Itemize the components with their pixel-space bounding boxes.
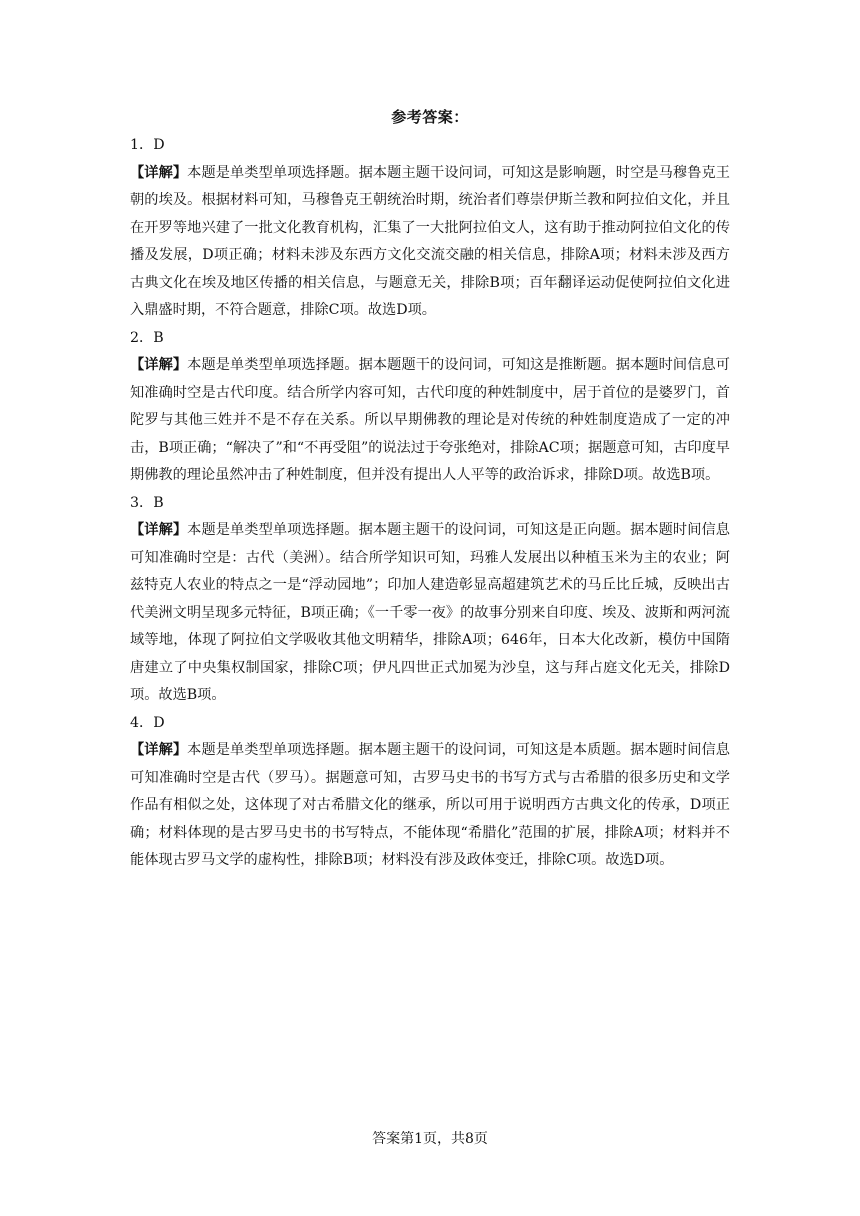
- answer-item: [130, 710, 730, 875]
- answer-list: [130, 132, 730, 875]
- explanation-text: 本题是单类型单项选择题。据本题主题干的设问词，可知这是本质题。据本题时间信息可知准确时空是古代（罗马）。据题意可知，古罗马史书的书写方式与古希腊的很多历史和文学作品有相似之处，这体现了对古希腊文化的继承，所以可用于说明西方古典文化的传承，D项正确；材料体现的是古罗马史书的书写特点，不能体现“希腊化”范围的扩展，排除A项；材料并不能体现古罗马文学的虚构性，排除B项；材料没有涉及政体变迁，排除C项。故选D项。: [130, 742, 730, 868]
- answer-item: [130, 132, 730, 325]
- answer-item: [130, 325, 730, 490]
- question-number: 4．D: [130, 714, 165, 731]
- explanation-text: 本题是单类型单项选择题。据本题题干的设问词，可知这是推断题。据本题时间信息可知准确时空是古代印度。结合所学内容可知，古代印度的种姓制度中，居于首位的是婆罗门，首陀罗与其他三姓并不是不存在关系。所以早期佛教的理论是对传统的种姓制度造成了一定的冲击，B项正确；“解决了”和“不再受阻”的说法过于夸张绝对，排除AC项；据题意可知，古印度早期佛教的理论虽然冲击了种姓制度，但并没有提出人人平等的政治诉求，排除D项。故选B项。: [130, 357, 730, 483]
- page-title: 参考答案：: [391, 108, 469, 126]
- question-number: 3．B: [130, 494, 164, 511]
- question-number: 2．B: [130, 329, 164, 346]
- question-number: 1．D: [130, 137, 165, 153]
- explanation: [130, 352, 730, 490]
- explanation-tag: 【详解】: [130, 357, 188, 373]
- page-footer: 答案第1页，共8页: [372, 1131, 488, 1147]
- explanation: [130, 160, 730, 325]
- explanation: [130, 737, 730, 875]
- explanation-text: 本题是单类型单项选择题。据本题主题干的设问词，可知这是正向题。据本题时间信息可知准确时空是：古代（美洲）。结合所学知识可知，玛雅人发展出以种植玉米为主的农业；阿兹特克人农业的特点之一是“浮动园地”；印加人建造彰显高超建筑艺术的马丘比丘城，反映出古代美洲文明呈现多元特征，B项正确；《一千零一夜》的故事分别来自印度、埃及、波斯和两河流域等地，体现了阿拉伯文学吸收其他文明精华，排除A项；646年，日本大化改新，模仿中国隋唐建立了中央集权制国家，排除C项；伊凡四世正式加冕为沙皇，这与拜占庭文化无关，排除D项。故选B项。: [130, 522, 730, 703]
- answer-item: [130, 490, 730, 710]
- explanation-text: 本题是单类型单项选择题。据本题主题干设问词，可知这是影响题，时空是马穆鲁克王朝的埃及。根据材料可知，马穆鲁克王朝统治时期，统治者们尊崇伊斯兰教和阿拉伯文化，并且在开罗等地兴建了一批文化教育机构，汇集了一大批阿拉伯文人，这有助于推动阿拉伯文化的传播及发展，D项正确；材料未涉及东西方文化交流交融的相关信息，排除A项；材料未涉及西方古典文化在埃及地区传播的相关信息，与题意无关，排除B项；百年翻译运动促使阿拉伯文化进入鼎盛时期，不符合题意，排除C项。故选D项。: [130, 164, 730, 318]
- explanation: [130, 517, 730, 710]
- explanation-tag: 【详解】: [130, 164, 188, 181]
- explanation-tag: 【详解】: [130, 522, 188, 538]
- explanation-tag: 【详解】: [130, 742, 188, 758]
